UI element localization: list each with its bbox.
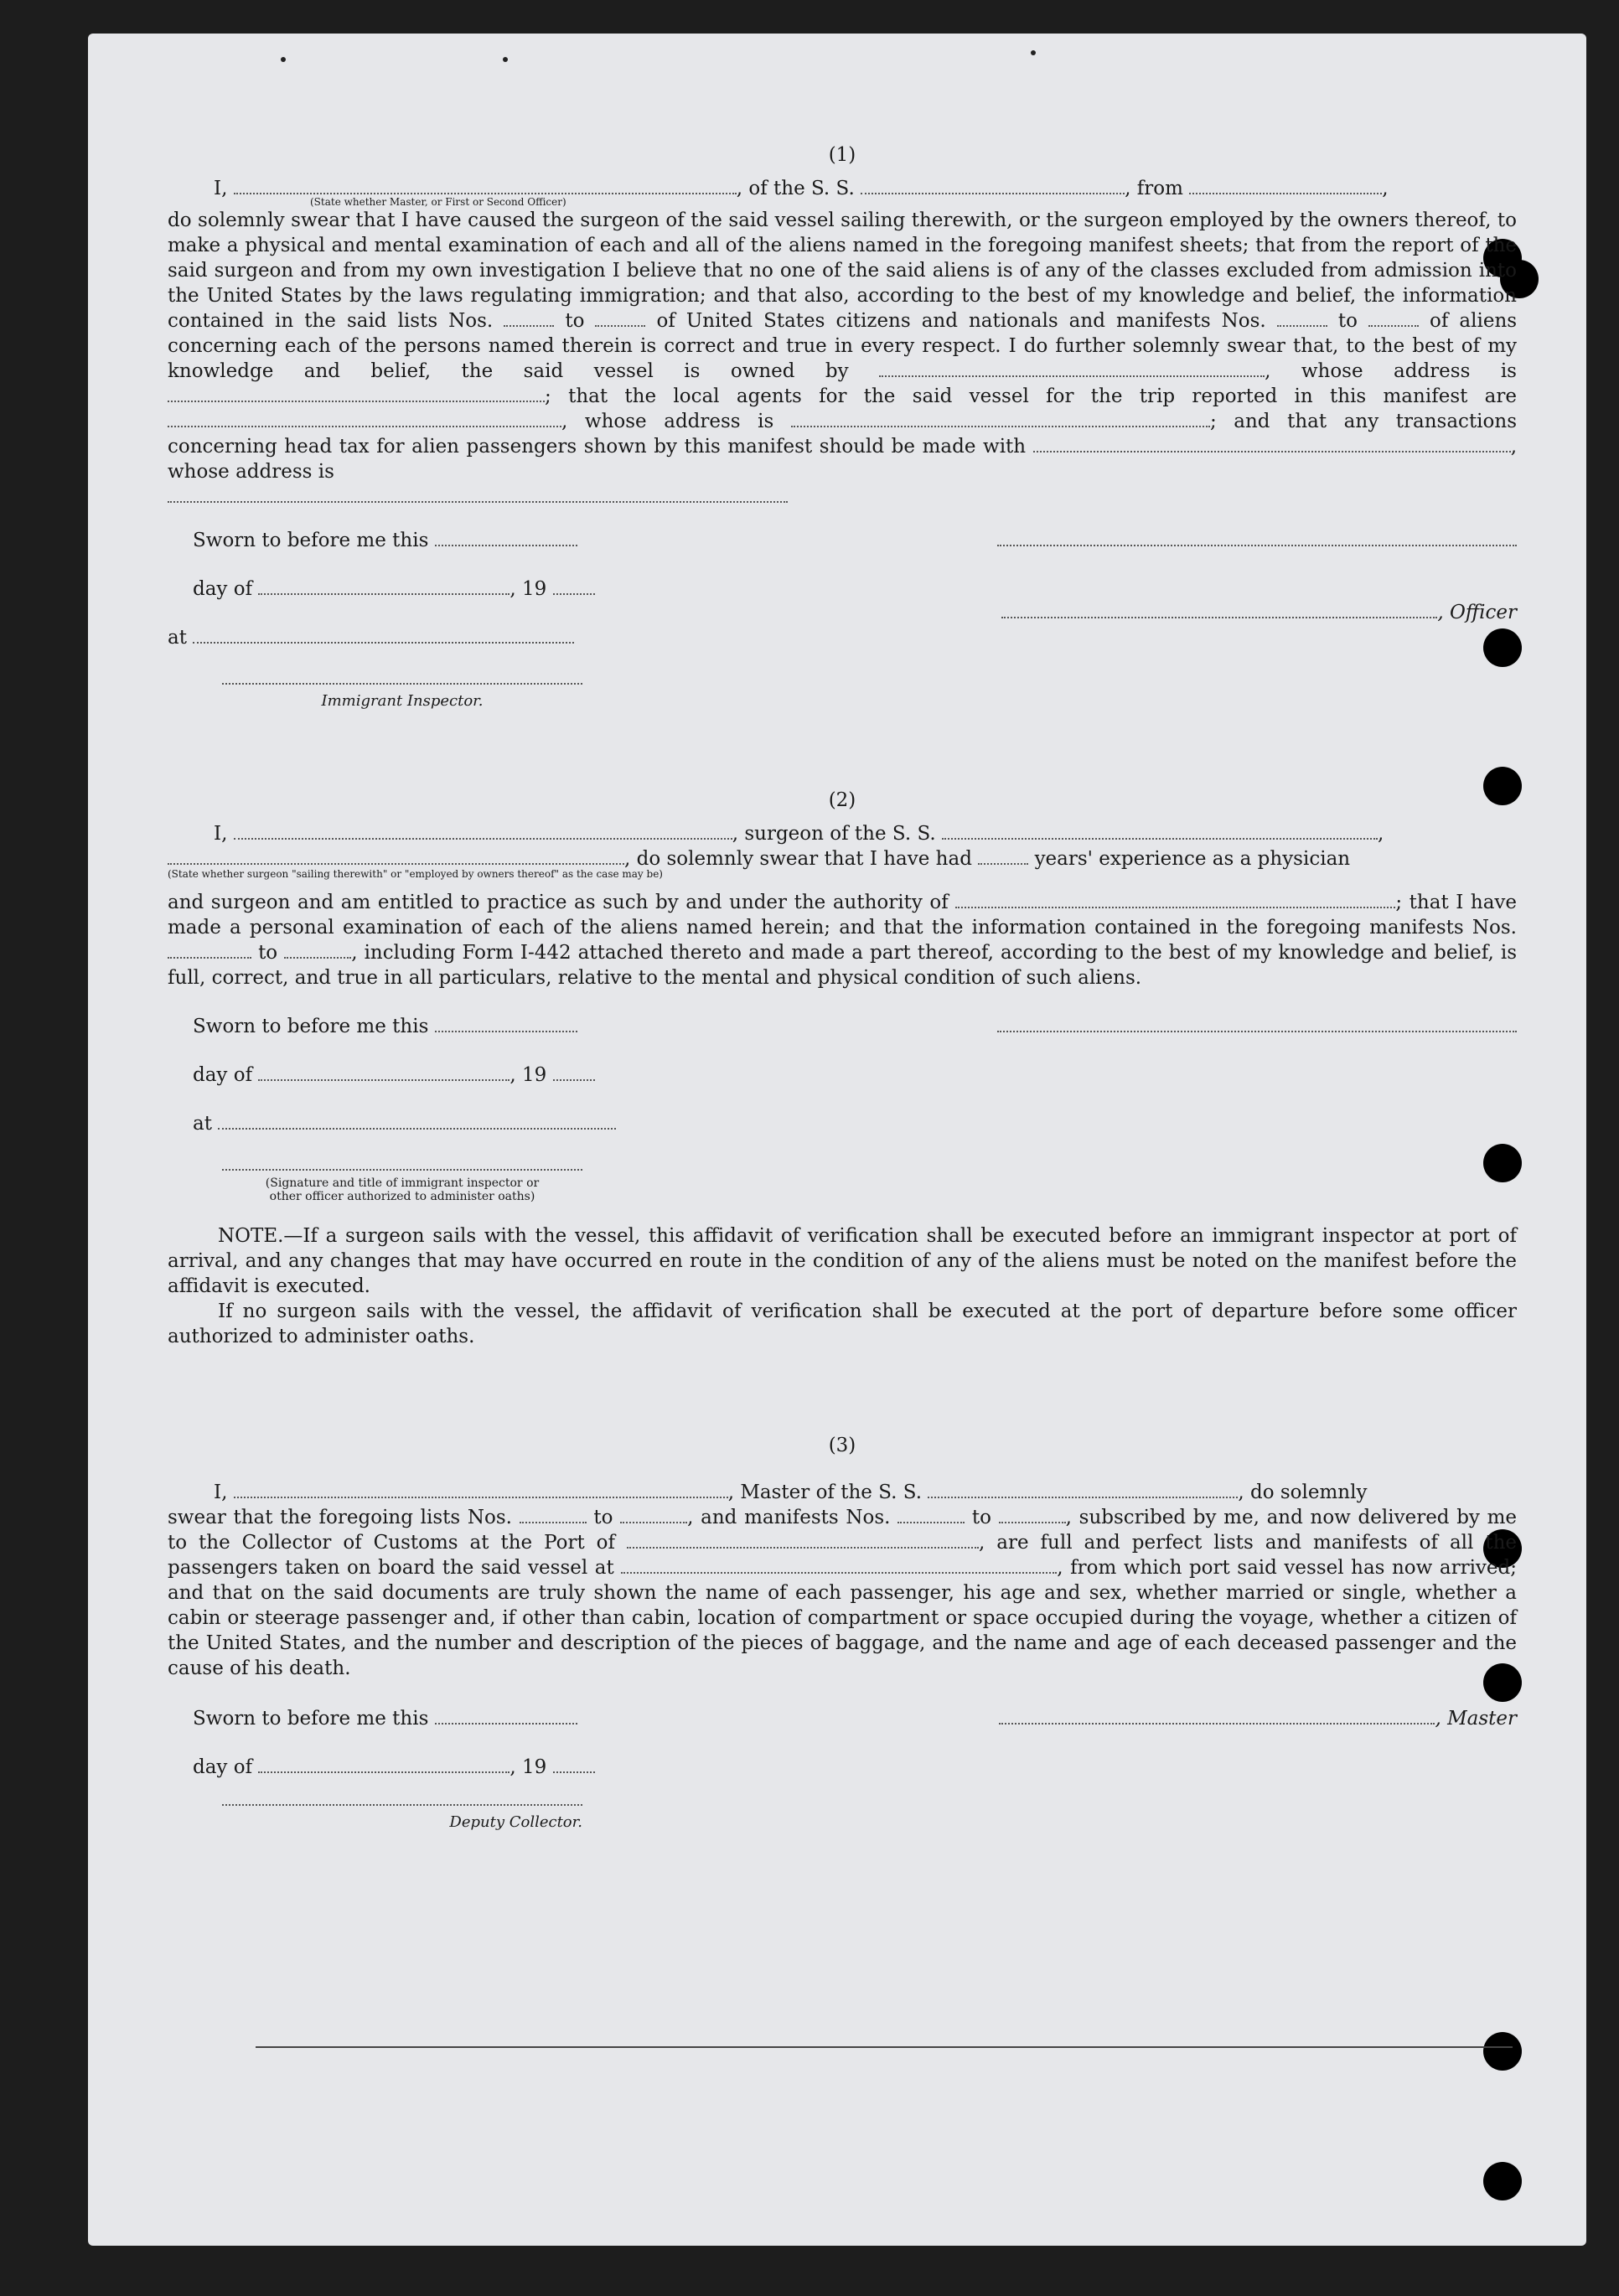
inspector-sig-line[interactable] (222, 682, 582, 685)
sworn-label: Sworn to before me this (193, 530, 429, 551)
body-text: , are full and perfect lists and (979, 1532, 1302, 1554)
vessel-name-field[interactable] (861, 178, 1125, 194)
day-of-label: day of (193, 1756, 253, 1778)
inspector-signature (168, 674, 1517, 732)
body-text: , subscribed by me, and now (1065, 1507, 1351, 1528)
section-3-master-line (168, 1480, 1517, 1505)
label-to: to (971, 1507, 991, 1528)
officer-sig-field[interactable] (1001, 602, 1437, 618)
body-text: ; and that any transactions concerning head tax for alien passengers shown by this manifest should be made with (168, 411, 1518, 458)
label-of-ss: , of the S. S. (736, 178, 855, 199)
section-2-surgeon-line: I, , surgeon of the S. S. , (214, 823, 1384, 845)
section-1-body: do solemnly swear that I have caused the surgeon of the said vessel sailing therewith, or the surgeon employed by the owners thereof, to make a physical and mental examination of each and all of the aliens named in the foregoing manifest sheets; that from the report of the said surgeon and from my own investigation I believe that no one of the said aliens is of any of the classes excluded from admission into the United States by the laws regulating immigration; and that also, according to the best of my knowledge and belief, the information contained in the said lists Nos. to of United States citizens and nationals and manifests Nos. to of aliens concerning each of the persons named therein is correct and true in every respect. I do further solemnly swear that, to the best of my knowledge and belief, the said vessel is owned by , whose address is ; that the local agents for the said vessel for the trip reported in this manifest are , whose address is ; and that any transactions concerning head tax for alien passengers shown by this manifest should be made with , whose address is (168, 208, 1517, 509)
sworn-label: Sworn to before me this (193, 1016, 429, 1037)
section-3-body (168, 1505, 1517, 1681)
collector-signature (168, 1803, 1517, 1862)
body-text: , from which (1057, 1557, 1182, 1579)
note-paragraph (168, 1223, 1517, 1299)
section-1-at-row (168, 602, 1517, 674)
label-from: , from (1125, 178, 1183, 199)
note-text: NOTE.—If a surgeon sails with the vessel, this affidavit of verification shall be executed before an immigrant inspector at port of arrival, and any changes that may have occurred en route in the condition of any of the aliens must be noted on the manifest before the affidavit is executed. (168, 1225, 1517, 1297)
label-swear: , do solemnly swear that I have had (624, 848, 972, 870)
vessel-name-field-3[interactable] (928, 1482, 1238, 1498)
year-label: , 19 (509, 1064, 547, 1086)
form-content (168, 126, 1517, 1862)
body-text: and surgeon and am entitled to practice as such by and under the authority of (168, 892, 949, 913)
year-label: , 19 (509, 1756, 547, 1778)
surgeon-sig-field[interactable] (997, 1016, 1517, 1032)
agents-address-field[interactable] (791, 411, 1210, 427)
sig-caption-line: (Signature and title of immigrant inspector or (265, 1176, 540, 1190)
label-i: I, (214, 823, 228, 845)
at-label: at (168, 627, 187, 649)
year-label: , 19 (509, 578, 547, 600)
collector-caption: Deputy Collector. (449, 1813, 582, 1831)
day-field-2[interactable] (258, 1064, 509, 1081)
day-of-label: day of (193, 1064, 253, 1086)
place-field[interactable] (193, 627, 574, 644)
bottom-rule (256, 2046, 1513, 2048)
officer-sig-line-2[interactable] (222, 1168, 582, 1171)
section-1-number: (1) (828, 144, 856, 166)
day-field-3[interactable] (258, 1756, 509, 1773)
body-text: swear that the foregoing lists Nos. (168, 1507, 512, 1528)
body-text: that I have made a personal examination of each of the aliens named herein; and that the information contained in the foregoing manifests Nos. (168, 892, 1518, 939)
section-2-number: (2) (828, 789, 856, 811)
officer-caption: (State whether Master, or First or Second Officer) (310, 196, 566, 208)
label-i: I, (214, 1482, 228, 1503)
at-label: at (193, 1113, 212, 1135)
lists-to-field[interactable] (595, 310, 645, 327)
section-2-day-row (168, 1063, 1517, 1111)
sworn-label: Sworn to before me this (193, 1708, 429, 1730)
label-to: to (258, 942, 278, 964)
note-paragraph-2 (168, 1299, 1517, 1349)
ink-speck (1031, 50, 1036, 55)
officer-name-field[interactable] (234, 178, 737, 194)
sig-caption-line: other officer authorized to administer oaths) (269, 1190, 535, 1203)
label-i: I, (214, 178, 228, 199)
agents-field[interactable] (168, 411, 561, 427)
sig-caption-2 (222, 1176, 582, 1203)
body-text: , whose address is (168, 436, 1517, 483)
sworn-date-field-2[interactable] (435, 1016, 577, 1032)
master-name-field[interactable] (234, 1482, 728, 1498)
body-text: port said vessel has now arrived; and that on the said documents are truly shown the name of each passenger, his age and sex, whether married or single, whether a cabin or steerage passenger and, if other than cabin, location of compartment or space occupied during the voyage, whether a citizen of the United States, and the number and description of the pieces of baggage, and the name and age of each deceased passenger and the cause of his death. (168, 1557, 1518, 1679)
section-2-sworn-row (168, 1014, 1517, 1063)
authority-field[interactable] (955, 892, 1395, 908)
section-3-day-row (168, 1755, 1517, 1803)
officer-signature-2 (168, 1160, 1517, 1223)
section-1-master-line: I, , of the S. S. , from , (214, 178, 1389, 199)
surgeon-name-field[interactable] (234, 823, 732, 840)
surgeon-caption: (State whether surgeon "sailing therewith" or "employed by owners thereof" as the case may be) (168, 868, 663, 880)
port-field[interactable] (627, 1532, 979, 1549)
collector-sig-line[interactable] (222, 1803, 582, 1806)
master-label: , Master (1435, 1708, 1517, 1730)
place-field-2[interactable] (218, 1113, 616, 1130)
manifests-to-field-2[interactable] (284, 942, 351, 959)
body-text: , and manifests Nos. (687, 1507, 891, 1528)
body-text: , including Form I-442 attached thereto and made a part thereof, according to the best of my knowledge and belief, is full, correct, and true in all particulars, relative to the mental and physical condition of such aliens. (168, 942, 1518, 989)
label-to: to (1337, 310, 1358, 332)
section-2-at-row (168, 1111, 1517, 1160)
punch-hole (1483, 2032, 1522, 2071)
manifests-from-field[interactable] (1277, 310, 1327, 327)
body-text: of United States citizens and nationals and manifests Nos. (656, 310, 1266, 332)
label-to: to (593, 1507, 613, 1528)
label-address: , whose address is (1265, 360, 1517, 382)
ink-speck (281, 57, 286, 62)
lists-to-field-3[interactable] (620, 1507, 687, 1523)
master-sig-field[interactable] (999, 1708, 1435, 1725)
label-years: years' experience as a physician (1034, 848, 1351, 870)
officer-sig-field-top[interactable] (997, 530, 1517, 546)
year-field-3[interactable] (553, 1756, 595, 1773)
head-tax-field[interactable] (1033, 436, 1511, 452)
body-text: do solemnly swear that I have caused the surgeon of the said vessel sailing therewith, or the surgeon employed by the owners thereof, to make a physical and mental examination of each and all of the aliens named in the foregoing manifest sheets; that from the report of the said surgeon and from my own investigation I believe that no one of the said aliens is of any of the classes excluded from admission into the United States by the laws regulating immigration; and that also, according to the best of my knowledge and belief, the information contained in the said lists Nos. (168, 209, 1517, 332)
manifests-to-field[interactable] (1368, 310, 1419, 327)
body-text: that the local agents for the said vessel for the trip reported in this manifest are (568, 385, 1517, 407)
punch-hole (1483, 2162, 1522, 2200)
embark-port-field[interactable] (621, 1557, 1057, 1574)
body-text: whose address is (584, 411, 774, 432)
ink-speck (503, 57, 508, 62)
label-solemnly: , do solemnly (1238, 1482, 1368, 1503)
body-text: manifests of all the passengers taken on board the said vessel at (168, 1532, 1518, 1579)
year-field[interactable] (553, 578, 595, 595)
label-to: to (565, 310, 585, 332)
sworn-date-field[interactable] (435, 530, 577, 546)
body-text: delivered by me to the Collector of Customs at the Port of (168, 1507, 1518, 1554)
manifests-from-field-2[interactable] (168, 942, 251, 959)
officer-label: , Officer (1437, 602, 1517, 623)
section-3-sworn-row (168, 1706, 1517, 1755)
departure-port-field[interactable] (1189, 178, 1382, 194)
lists-from-field[interactable] (504, 310, 554, 327)
year-field-2[interactable] (553, 1064, 595, 1081)
sworn-date-field-3[interactable] (435, 1708, 577, 1725)
head-tax-address-field[interactable] (168, 486, 788, 503)
section-2-body: and surgeon and am entitled to practice as such by and under the authority of ; that I have made a personal examination of each of the aliens named herein; and that the information contained in the foregoing manifests Nos. to , including Form I-442 attached thereto and made a part thereof, according to the best of my knowledge and belief, is full, correct, and true in all particulars, relative to the mental and physical condition of such aliens. (168, 892, 1518, 989)
lists-from-field-3[interactable] (520, 1507, 587, 1523)
day-field[interactable] (258, 578, 509, 595)
owner-field[interactable] (879, 360, 1265, 377)
label-master-of: , Master of the S. S. (727, 1482, 923, 1503)
vessel-name-field-2[interactable] (942, 823, 1378, 840)
body-text: of aliens concerning each of the persons named therein is correct and true in every respect. I do further solemnly swear that, to the best of my knowledge and belief, the said vessel is owned by (168, 310, 1518, 382)
form-page (88, 34, 1586, 2246)
surgeon-status-field[interactable] (168, 848, 624, 865)
manifests-to-field-3[interactable] (999, 1507, 1066, 1523)
years-field[interactable] (978, 848, 1028, 865)
section-1-sworn-row (168, 528, 1517, 577)
inspector-caption: Immigrant Inspector. (321, 692, 484, 710)
manifests-from-field-3[interactable] (897, 1507, 965, 1523)
section-3-number: (3) (828, 1435, 856, 1456)
note-text: If no surgeon sails with the vessel, the affidavit of verification shall be executed at the port of departure before some officer authorized to administer oaths. (168, 1301, 1517, 1347)
label-surgeon-of: , surgeon of the S. S. (732, 823, 936, 845)
day-of-label: day of (193, 578, 253, 600)
owner-address-field[interactable] (168, 385, 545, 402)
